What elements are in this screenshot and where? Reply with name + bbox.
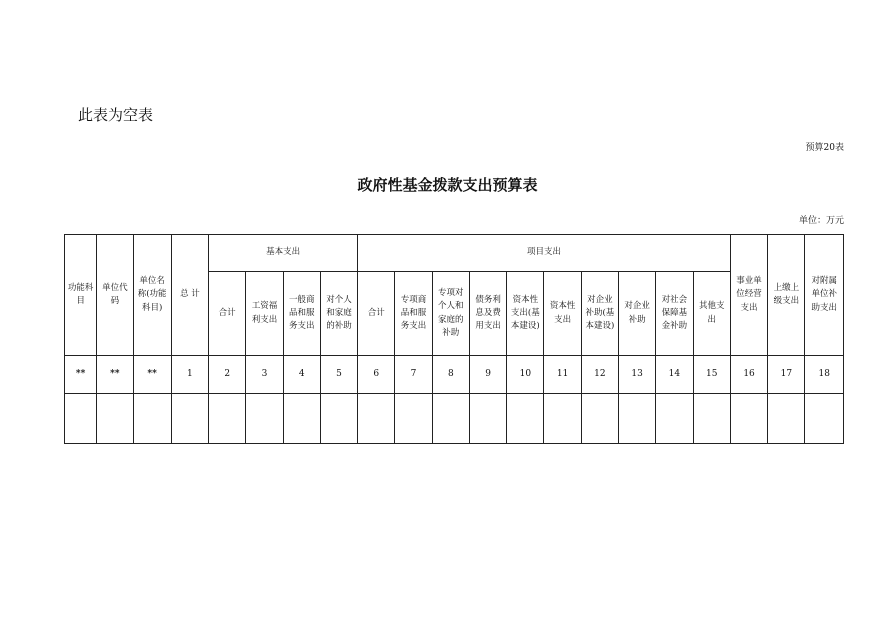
header-unit-code: 单位代码 [97, 235, 133, 356]
empty-cell [805, 394, 844, 444]
column-number-cell: 6 [358, 356, 395, 394]
column-number-cell: 14 [656, 356, 693, 394]
column-number-cell: 16 [730, 356, 767, 394]
column-number-cell: 11 [544, 356, 581, 394]
header-project-col: 合计 [358, 272, 395, 356]
header-project-col: 资本性支出(基本建设) [507, 272, 544, 356]
empty-cell [133, 394, 171, 444]
empty-cell [432, 394, 469, 444]
header-affiliate-subsidy: 对附属单位补助支出 [805, 235, 844, 356]
column-number-cell: 4 [283, 356, 320, 394]
empty-cell [283, 394, 320, 444]
column-number-cell: 9 [469, 356, 506, 394]
header-enterprise-service: 事业单位经营支出 [730, 235, 767, 356]
header-basic-col: 合计 [209, 272, 246, 356]
empty-cell [581, 394, 618, 444]
empty-data-row [65, 394, 844, 444]
empty-cell [693, 394, 730, 444]
header-basic-group: 基本支出 [209, 235, 358, 272]
column-number-cell: 1 [171, 356, 208, 394]
header-unit-name: 单位名称(功能科目) [133, 235, 171, 356]
empty-cell [768, 394, 805, 444]
column-number-cell: 8 [432, 356, 469, 394]
header-basic-col: 工资福利支出 [246, 272, 283, 356]
empty-table-note: 此表为空表 [78, 106, 154, 124]
column-number-cell: 7 [395, 356, 432, 394]
empty-cell [395, 394, 432, 444]
header-project-group: 项目支出 [358, 235, 731, 272]
header-project-col: 资本性支出 [544, 272, 581, 356]
empty-cell [469, 394, 506, 444]
header-basic-col: 对个人和家庭的补助 [320, 272, 357, 356]
column-number-cell: 17 [768, 356, 805, 394]
budget-table [64, 234, 844, 444]
column-number-cell: ** [65, 356, 97, 394]
empty-cell [544, 394, 581, 444]
empty-cell [730, 394, 767, 444]
page-title: 政府性基金拨款支出预算表 [357, 176, 538, 194]
header-basic-col: 一般商品和服务支出 [283, 272, 320, 356]
empty-cell [209, 394, 246, 444]
column-number-cell: 15 [693, 356, 730, 394]
header-project-col: 专项商品和服务支出 [395, 272, 432, 356]
empty-cell [171, 394, 208, 444]
table-number: 预算20表 [805, 143, 844, 153]
header-project-col: 对企业补助(基本建设) [581, 272, 618, 356]
header-upper-payment: 上缴上级支出 [768, 235, 805, 356]
column-number-cell: 3 [246, 356, 283, 394]
header-project-col: 对社会保障基金补助 [656, 272, 693, 356]
empty-cell [97, 394, 133, 444]
column-number-cell: ** [133, 356, 171, 394]
header-row-groups [65, 235, 844, 272]
header-func-code: 功能科目 [65, 235, 97, 356]
column-number-cell: 12 [581, 356, 618, 394]
empty-cell [65, 394, 97, 444]
empty-cell [358, 394, 395, 444]
header-project-col: 债务利息及费用支出 [469, 272, 506, 356]
column-number-cell: 13 [619, 356, 656, 394]
empty-cell [619, 394, 656, 444]
header-total: 总 计 [171, 235, 208, 356]
column-number-cell: 10 [507, 356, 544, 394]
column-number-cell: 18 [805, 356, 844, 394]
empty-cell [656, 394, 693, 444]
column-number-row [65, 356, 844, 394]
header-project-col: 对企业补助 [619, 272, 656, 356]
empty-cell [507, 394, 544, 444]
column-number-cell: ** [97, 356, 133, 394]
column-number-cell: 2 [209, 356, 246, 394]
header-project-col: 其他支出 [693, 272, 730, 356]
header-project-col: 专项对个人和家庭的补助 [432, 272, 469, 356]
empty-cell [320, 394, 357, 444]
unit-label: 单位：万元 [798, 216, 844, 226]
column-number-cell: 5 [320, 356, 357, 394]
empty-cell [246, 394, 283, 444]
